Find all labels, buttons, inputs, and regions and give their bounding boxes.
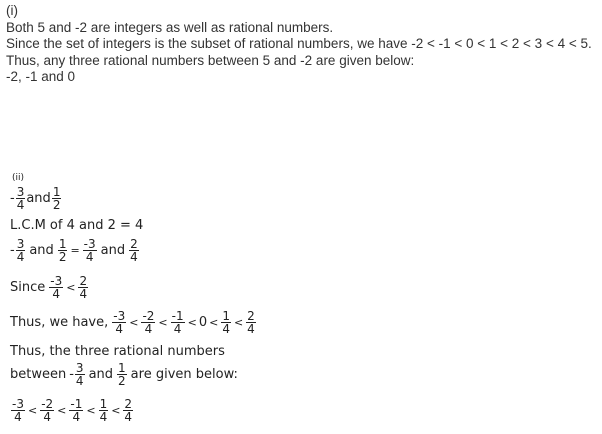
and-text: and bbox=[29, 243, 54, 258]
less-than-sign: < bbox=[187, 316, 197, 329]
fraction-neg-3-4: -3 4 bbox=[113, 309, 126, 336]
fraction-neg-1-4: -1 4 bbox=[171, 309, 184, 336]
part-ii-label: (ii) bbox=[12, 173, 25, 183]
step-equivalent-fractions bbox=[10, 238, 140, 263]
given-below-text: are given below: bbox=[130, 367, 238, 382]
equals-sign: = bbox=[70, 244, 80, 257]
part-i-label: (i) bbox=[6, 3, 18, 18]
and-text: and bbox=[88, 367, 114, 382]
zero-value: 0 bbox=[198, 315, 208, 330]
minus-sign: - bbox=[10, 243, 15, 258]
less-than-sign: < bbox=[209, 316, 219, 329]
part-i-line-4: -2, -1 and 0 bbox=[6, 69, 76, 84]
fraction-2-4: 2 4 bbox=[79, 274, 88, 301]
fraction-neg-1-4: -1 4 bbox=[70, 397, 83, 424]
fraction-1-4: 1 4 bbox=[99, 397, 108, 424]
and-text: and bbox=[100, 243, 126, 258]
fraction-2-4: 2 4 bbox=[130, 237, 138, 264]
fraction-1-2: $\frac{1}{2}$ bbox=[58, 237, 67, 264]
fraction-2-4: 2 4 bbox=[247, 309, 255, 336]
less-than-sign: < bbox=[129, 316, 139, 329]
fraction-3-4: 3 4 bbox=[16, 237, 25, 264]
less-than-sign: < bbox=[233, 316, 244, 329]
between-text: between bbox=[10, 367, 67, 382]
step-lcm: L.C.M of 4 and 2 = 4 bbox=[10, 218, 144, 233]
fraction-neg-2-4: -2 4 bbox=[142, 309, 155, 336]
fraction-neg-2-4: -2 4 bbox=[41, 397, 54, 424]
minus-sign: - bbox=[10, 191, 15, 206]
part-i-line-1: Both 5 and -2 are integers as well as rational numbers. bbox=[6, 19, 334, 35]
and-text: and bbox=[26, 191, 51, 206]
step-given-numbers bbox=[10, 186, 62, 211]
fraction-1-2: 1 2 bbox=[118, 361, 126, 388]
less-than-sign: < bbox=[57, 404, 67, 417]
step-ordering bbox=[10, 310, 257, 335]
fraction-neg-3-4: -3 4 bbox=[12, 397, 24, 424]
fraction-neg-3-4: -3 4 bbox=[50, 274, 63, 301]
fraction-3-4: 3 4 bbox=[75, 361, 84, 388]
fraction-3-4: 3 4 bbox=[16, 185, 25, 212]
fraction-neg-3-4: $\frac{-3}{4}$ bbox=[83, 237, 96, 264]
thus-we-have-text: Thus, we have, bbox=[10, 315, 109, 330]
step-conclusion-line-2 bbox=[10, 362, 241, 387]
fraction-2-4: 2 4 bbox=[124, 397, 133, 424]
minus-sign: - bbox=[69, 367, 74, 382]
since-text: Since bbox=[10, 280, 46, 295]
part-i-line-3: Thus, any three rational numbers between 5 and -2 are given below: bbox=[6, 52, 415, 68]
less-than-sign: < bbox=[111, 404, 121, 417]
fraction-1-2: 1 2 bbox=[52, 185, 61, 212]
step-conclusion-line-1: Thus, the three rational numbers bbox=[10, 344, 225, 359]
part-i-line-2: Since the set of integers is the subset of rational numbers, we have -2 < -1 < 0 < 1 < 2 < 3 < 4 < 5. bbox=[6, 36, 592, 51]
less-than-sign: < bbox=[27, 404, 38, 417]
step-answer bbox=[10, 398, 134, 423]
fraction-1-4: 1 4 bbox=[222, 309, 230, 336]
less-than-sign: < bbox=[158, 316, 168, 329]
less-than-sign: < bbox=[86, 404, 96, 417]
less-than-sign: < bbox=[66, 281, 76, 294]
step-comparison bbox=[10, 275, 89, 300]
